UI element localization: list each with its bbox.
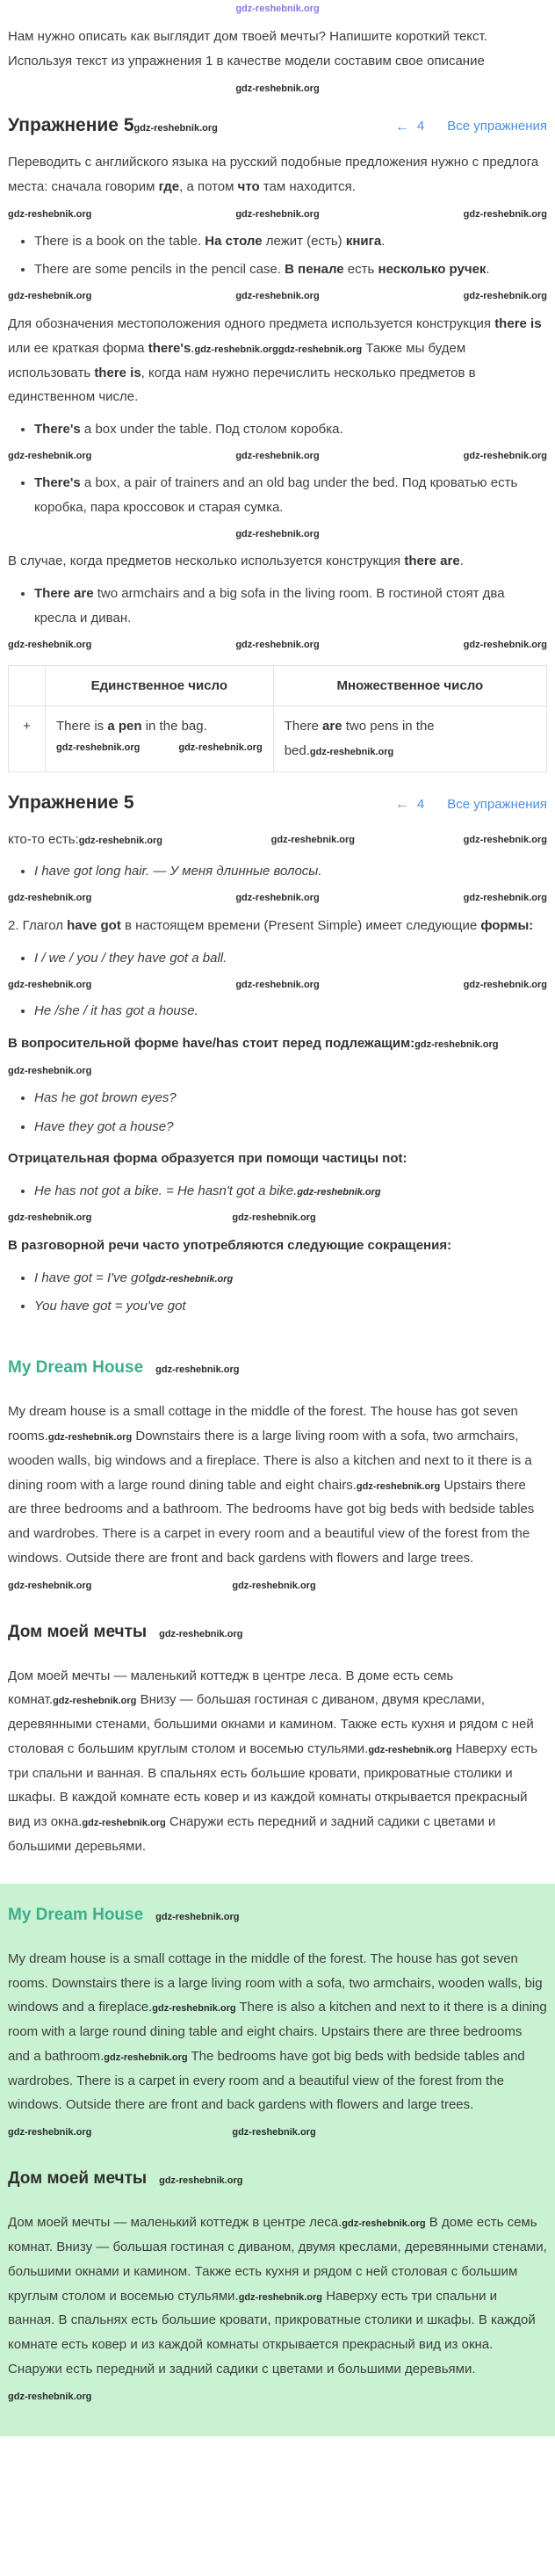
answer-sentence: Downstairs there is a large living room with a sofa, two armchairs, wooden walls, big windows and a fireplace. xyxy=(8,1429,519,1468)
table-row xyxy=(9,706,547,772)
example-item xyxy=(34,1266,547,1291)
watermark: gdz-reshebnik.org xyxy=(56,742,141,754)
watermark: gdz-reshebnik.org xyxy=(152,2003,236,2015)
watermark: gdz-reshebnik.org xyxy=(235,291,320,302)
watermark: gdz-reshebnik.org xyxy=(47,1432,133,1444)
table-header-row xyxy=(9,665,547,706)
watermark: gdz-reshebnik.org xyxy=(235,979,320,990)
examples-list xyxy=(8,229,547,283)
paragraph-forms: 2. Глагол have got в настоящем времени (Present Simple) имеет следующие формы: xyxy=(8,917,534,933)
exercise-nav xyxy=(395,792,547,818)
left-arrow-icon: ← xyxy=(394,796,409,812)
exercise-title: Упражнение 5 xyxy=(8,792,134,813)
answer-title-en: My Dream House xyxy=(8,1905,144,1924)
all-exercises-link[interactable]: Все упражнения xyxy=(447,119,547,134)
watermark: gdz-reshebnik.org xyxy=(232,2127,316,2138)
answer-sentence: There is also a kitchen and next to it there is a dining room with a large round dining table and eight chairs. xyxy=(8,1452,532,1493)
watermark: gdz-reshebnik.org xyxy=(235,528,320,539)
examples-list xyxy=(8,859,547,884)
examples-list xyxy=(8,999,547,1024)
watermark: gdz-reshebnik.org xyxy=(148,1273,234,1284)
watermark: gdz-reshebnik.org xyxy=(155,1364,240,1376)
answer-sentence: The house has got seven rooms. xyxy=(8,1404,518,1444)
answer-title-row xyxy=(8,2142,547,2203)
answer-sentence: There is a carpet in every room and a beautiful view of the forest from the windows. xyxy=(8,2073,505,2113)
watermark: gdz-reshebnik.org xyxy=(342,2218,426,2230)
watermark: gdz-reshebnik.org xyxy=(278,344,363,355)
theory-paragraph-translate: Переводить с английского языка на русский подобные предложения нужно с предлога места: сначала говорим где, а потом что там находится. xyxy=(8,155,539,194)
watermark: gdz-reshebnik.org xyxy=(133,122,218,134)
watermark: gdz-reshebnik.org xyxy=(235,4,320,15)
table-header-plural: Множественное число xyxy=(273,665,546,706)
answer-paragraph-ru xyxy=(8,2211,547,2381)
watermark: gdz-reshebnik.org xyxy=(78,836,163,847)
examples-list xyxy=(8,582,547,631)
watermark: gdz-reshebnik.org xyxy=(463,639,547,650)
row-marker-cell: + xyxy=(9,706,46,772)
watermark: gdz-reshebnik.org xyxy=(159,2175,243,2187)
exercise-header xyxy=(8,112,547,141)
watermark-row xyxy=(8,1211,547,1226)
theory-paragraph-there-is xyxy=(8,312,547,409)
examples-list xyxy=(8,1179,547,1204)
answer-sentence: Также есть кухня и рядом с ней столовая с большим круглым столом и восемью стульями. xyxy=(8,2263,518,2304)
examples-list xyxy=(8,471,547,520)
watermark-row xyxy=(8,891,547,906)
watermark: gdz-reshebnik.org xyxy=(235,893,320,904)
watermark: gdz-reshebnik.org xyxy=(232,1212,316,1224)
watermark-row xyxy=(8,2,547,17)
answer-paragraph-ru xyxy=(8,1664,547,1859)
answer-sentence: Внизу — большая гостиная с диваном, двумя креслами, деревянными стенами, большими окнами и камином. xyxy=(8,1692,486,1733)
answer-sentence: Downstairs there is a large living room with a sofa, two armchairs, wooden walls, big windows and a fireplace. xyxy=(8,1975,543,2015)
example-text: I have got = I've got xyxy=(34,1270,149,1285)
watermark-row xyxy=(8,449,547,464)
plural-example-cell xyxy=(273,706,546,772)
paragraph-negative: Отрицательная форма образуется при помощи частицы not: xyxy=(8,1151,407,1167)
watermark: gdz-reshebnik.org xyxy=(235,208,320,220)
answer-sentence: Outside there are front and back gardens with flowers and large trees. xyxy=(65,2097,474,2113)
example-item: • There are some pencils in the pencil case. В пенале есть несколько ручек. xyxy=(34,257,547,282)
watermark: gdz-reshebnik.org xyxy=(8,1580,92,1591)
watermark: gdz-reshebnik.org xyxy=(8,451,92,462)
paragraph-question xyxy=(8,1031,547,1056)
example-item: • I have got long hair. — У меня длинные волосы. xyxy=(34,859,547,884)
answer-sentence: Дом моей мечты — маленький коттедж в центре леса. xyxy=(8,2215,342,2231)
answer-sentence: В каждой комнате есть ковер и из каждой комнаты открывается прекрасный вид из окна. xyxy=(8,2312,536,2352)
watermark: gdz-reshebnik.org xyxy=(53,1696,137,1707)
watermark: gdz-reshebnik.org xyxy=(463,208,547,220)
watermark: gdz-reshebnik.org xyxy=(159,1628,243,1639)
watermark-row xyxy=(56,741,263,756)
example-item: • I / we / you / they have got a ball. xyxy=(34,946,547,971)
examples-list xyxy=(8,946,547,971)
watermark-row xyxy=(8,289,547,304)
watermark: gdz-reshebnik.org xyxy=(356,1480,441,1492)
exercise-title: Упражнение 5 xyxy=(8,114,134,135)
answer-sentence: Outside there are front and back gardens with flowers and large trees. xyxy=(65,1550,474,1566)
watermark-row xyxy=(8,977,547,992)
answer-sentence: Наверху есть три спальни и ванная. xyxy=(8,1740,538,1781)
watermark-row xyxy=(8,1064,547,1079)
watermark: gdz-reshebnik.org xyxy=(178,742,263,754)
watermark-row xyxy=(8,207,547,222)
watermark: gdz-reshebnik.org xyxy=(232,1580,316,1591)
all-exercises-link[interactable]: Все упражнения xyxy=(447,796,547,812)
answer-sentence: My dream house is a small cottage in the middle of the forest. xyxy=(8,1950,367,1966)
watermark: gdz-reshebnik.org xyxy=(8,979,92,990)
example-item: • There is a book on the table. На столе лежит (есть) книга. xyxy=(34,229,547,254)
example-text: He has not got a bike. = He hasn't got a bike. xyxy=(34,1183,298,1199)
examples-list xyxy=(8,417,547,442)
answer-sentence: Внизу — большая гостиная с диваном, двумя креслами, деревянными стенами, большими окнами и камином. xyxy=(8,2240,547,2279)
paragraph-contractions: В разговорной речи часто употребляются следующие сокращения: xyxy=(8,1237,452,1253)
watermark: gdz-reshebnik.org xyxy=(414,1039,499,1051)
watermark: gdz-reshebnik.org xyxy=(104,2051,188,2063)
watermark: gdz-reshebnik.org xyxy=(8,893,92,904)
watermark: gdz-reshebnik.org xyxy=(8,291,92,302)
example-item: • There are two armchairs and a big sofa in the living room. В гостиной стоят два кресла и диван. xyxy=(34,582,547,631)
watermark: gdz-reshebnik.org xyxy=(8,2391,92,2402)
examples-list xyxy=(8,1086,547,1140)
page xyxy=(0,2,555,2436)
answer-sentence: Снаружи есть передний и задний садики с цветами и большими деревьями. xyxy=(8,2361,476,2377)
watermark-row xyxy=(8,638,547,653)
lead-fragment-row xyxy=(8,828,547,852)
watermark: gdz-reshebnik.org xyxy=(82,1818,166,1829)
answer-title-row xyxy=(8,1887,547,1939)
exercise-nav xyxy=(395,114,547,141)
theory-sentence: Также мы будем использовать there is, когда нам нужно перечислить несколько предметов в единственном числе. xyxy=(8,340,476,405)
example-item: • There's a box, a pair of trainers and an old bag under the bed. Под кроватью есть коробка, пара кроссовок и старая сумка. xyxy=(34,471,547,520)
prev-exercise-link[interactable] xyxy=(395,114,424,141)
left-arrow-icon: ← xyxy=(394,119,409,134)
answer-sentence: В доме есть семь комнат. xyxy=(8,1668,454,1708)
answer-sentence: В доме есть семь комнат. xyxy=(8,2215,537,2254)
answer-sentence: The bedrooms have got big beds with bedside tables and wardrobes. xyxy=(8,1501,535,1542)
answer-title-row xyxy=(8,1326,547,1392)
example-item xyxy=(34,1179,547,1204)
example-item: • There's a box under the table. Под столом коробка. xyxy=(34,417,547,442)
watermark-row xyxy=(8,2125,547,2140)
prev-exercise-number: 4 xyxy=(416,119,425,134)
answer-sentence: Наверху есть три спальни и ванная. xyxy=(8,2288,498,2328)
grammar-table xyxy=(8,665,547,772)
watermark: gdz-reshebnik.org xyxy=(270,835,356,846)
watermark-row xyxy=(8,1579,547,1594)
watermark: gdz-reshebnik.org xyxy=(8,639,92,650)
watermark: gdz-reshebnik.org xyxy=(8,2127,92,2138)
intro-paragraph: Нам нужно описать как выглядит дом твоей мечты? Напишите короткий текст. Используя текст из упражнения 1 в качестве модели составим свое описание xyxy=(8,29,487,69)
answer-sentence: The house has got seven rooms. xyxy=(8,1950,518,1991)
answer-sentence: There is also a kitchen and next to it there is a dining room with a large round dining table and eight chairs. xyxy=(8,2000,547,2040)
answer-sentence: Снаружи есть передний и задний садики с цветами и большими деревьями. xyxy=(8,1814,496,1854)
watermark: gdz-reshebnik.org xyxy=(238,2291,323,2303)
answer-sentence: Upstairs there are three bedrooms and a bathroom. xyxy=(8,2024,523,2064)
example-item: • Have they got a house? xyxy=(34,1115,547,1140)
singular-example-cell xyxy=(46,706,274,772)
highlighted-answer-section xyxy=(0,1884,555,2436)
answer-paragraph-en xyxy=(8,1947,547,2117)
theory-paragraph-there-are: В случае, когда предметов несколько используется конструкция there are. xyxy=(8,554,464,569)
answer-title-ru: Дом моей мечты xyxy=(8,2169,148,2189)
answer-title-ru: Дом моей мечты xyxy=(8,1622,148,1641)
plural-example: There are two pens in the bed. xyxy=(284,719,435,759)
watermark: gdz-reshebnik.org xyxy=(368,1744,452,1755)
watermark: gdz-reshebnik.org xyxy=(463,893,547,904)
answer-sentence: В спальнях есть большие кровати, прикроватные столики и шкафы. xyxy=(8,1765,513,1805)
prev-exercise-number: 4 xyxy=(416,796,425,812)
singular-example: There is a pen in the bag. xyxy=(56,719,207,734)
watermark: gdz-reshebnik.org xyxy=(8,1212,92,1224)
watermark: gdz-reshebnik.org xyxy=(463,291,547,302)
watermark: gdz-reshebnik.org xyxy=(297,1187,381,1198)
example-item: • You have got = you've got xyxy=(34,1294,547,1319)
watermark: gdz-reshebnik.org xyxy=(463,835,547,846)
example-item: • Has he got brown eyes? xyxy=(34,1086,547,1111)
answer-title-row xyxy=(8,1596,547,1656)
watermark: gdz-reshebnik.org xyxy=(463,979,547,990)
watermark: gdz-reshebnik.org xyxy=(8,1066,92,1077)
watermark: gdz-reshebnik.org xyxy=(155,1911,240,1922)
lead-fragment-wrap xyxy=(8,828,162,852)
watermark-row xyxy=(8,526,547,541)
answer-sentence: Также есть кухня и рядом с ней столовая с большим круглым столом и восемью стульями. xyxy=(8,1717,534,1756)
exercise-header xyxy=(8,790,547,818)
answer-sentence: В спальнях есть большие кровати, прикроватные столики и шкафы. xyxy=(58,2312,475,2328)
watermark: gdz-reshebnik.org xyxy=(194,344,278,355)
table-header-singular: Единственное число xyxy=(46,665,274,706)
answer-section xyxy=(8,1326,547,1859)
watermark: gdz-reshebnik.org xyxy=(235,83,320,94)
answer-sentence: The bedrooms have got big beds with bedside tables and wardrobes. xyxy=(8,2048,525,2088)
watermark: gdz-reshebnik.org xyxy=(8,208,92,220)
answer-paragraph-en xyxy=(8,1400,547,1570)
watermark: gdz-reshebnik.org xyxy=(235,451,320,462)
watermark-row xyxy=(8,2390,547,2405)
prev-exercise-link[interactable] xyxy=(395,792,424,818)
lead-fragment: кто-то есть: xyxy=(8,832,79,848)
watermark: gdz-reshebnik.org xyxy=(309,747,394,758)
watermark: gdz-reshebnik.org xyxy=(463,451,547,462)
answer-sentence: Upstairs there are three bedrooms and a bathroom. xyxy=(8,1477,526,1517)
paragraph-question-text: В вопросительной форме have/has стоит перед подлежащим: xyxy=(8,1036,415,1052)
answer-title-en: My Dream House xyxy=(8,1358,144,1378)
example-item: • He /she / it has got a house. xyxy=(34,999,547,1024)
watermark: gdz-reshebnik.org xyxy=(235,639,320,650)
theory-sentence: Для обозначения местоположения одного предмета используется конструкция there is или ее краткая форма there's. xyxy=(8,316,542,356)
answer-sentence: Дом моей мечты — маленький коттедж в центре леса. xyxy=(8,1668,342,1683)
answer-sentence: There is a carpet in every room and a beautiful view of the forest from the windows. xyxy=(8,1526,530,1566)
table-corner-cell xyxy=(9,665,46,706)
answer-sentence: В каждой комнате есть ковер и из каждой комнаты открывается прекрасный вид из окна. xyxy=(8,1790,528,1830)
answer-sentence: My dream house is a small cottage in the middle of the forest. xyxy=(8,1404,367,1420)
watermark-row xyxy=(8,82,547,97)
examples-list xyxy=(8,1266,547,1320)
